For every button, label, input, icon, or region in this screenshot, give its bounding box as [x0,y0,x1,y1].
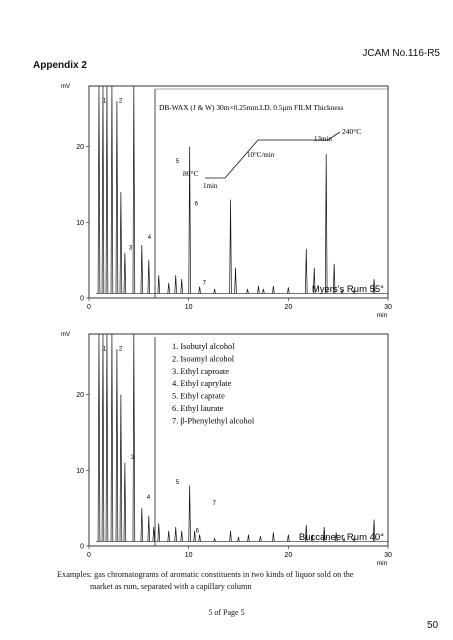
peak-number-label: 7 [202,280,206,287]
chart-title: Buccaneer Rum 40° [298,532,384,543]
chromatogram-peak [116,349,118,541]
figure-caption-line-2: market as rum, separated with a capillary column [90,582,252,591]
chromatogram-peak [287,287,289,293]
chromatogram-peak [214,289,216,294]
peak-number-label: 5 [175,159,180,166]
end-hold-label: 13min [314,135,332,143]
peak-number-label: 2 [118,98,123,105]
appendix-label: Appendix 2 [33,60,87,71]
chromatogram-peak [260,536,262,541]
x-axis-unit-label: min [376,312,388,319]
chromatogram-peak [263,289,265,294]
chromatogram-peak [181,531,183,542]
peak-number-label: 7 [212,501,216,508]
y-tick-label: 0 [80,543,84,551]
x-tick-label: 30 [384,552,392,559]
chromatogram-peak [258,286,260,294]
chromatogram-peak [168,531,170,542]
chromatogram-peak [141,508,143,541]
y-axis-label: mV [61,332,70,338]
peak-number-label: 4 [147,234,152,241]
peak-number-label: 2 [118,346,123,353]
chromatogram-peak [124,463,126,542]
chromatogram-peak [248,535,250,542]
chromatogram-peak [106,334,108,541]
legend-entry: 1. Isobutyl alcohol [172,342,235,351]
chromatogram-peak [102,334,104,541]
chromatogram-peak [235,268,237,294]
legend-entry: 5. Ethyl caprate [172,391,225,401]
chromatogram-peak [141,245,143,293]
chromatogram-peak [158,523,160,541]
chromatogram-myers-rum [61,84,392,319]
chromatogram-peak [230,531,232,542]
legend-entry: 6. Ethyl laurate [172,404,224,413]
chromatogram-peak [106,86,108,293]
chromatogram-peak [116,101,118,293]
figure-caption-line-1: Examples: gas chromatograms of aromatic constituents in two kinds of liquor sold on the [57,570,354,579]
peak-number-label: 5 [175,479,180,486]
y-tick-label: 20 [76,392,84,400]
chromatogram-peak [272,532,274,541]
x-tick-label: 10 [184,552,193,559]
chromatogram-peak [189,485,191,541]
chromatogram-peak [214,538,216,541]
chromatogram-peak [130,334,135,541]
chromatogram-peak [120,395,122,542]
chromatogram-peak [111,334,113,541]
chromatogram-peak [247,289,249,294]
chromatogram-peak [305,249,307,294]
chromatogram-peak [175,275,177,293]
legend-entry: 2. Isoamyl alcohol [172,354,235,364]
legend-entry: 4. Ethyl caprylate [172,379,232,389]
x-tick-label: 30 [384,304,392,311]
chromatogram-peak [287,535,289,542]
chromatogram-peak [272,286,274,294]
peak-number-label: 1 [102,98,107,105]
page-footer: 5 of Page 5 [208,608,245,617]
x-tick-label: 0 [87,304,91,311]
chromatogram-peak [148,516,150,542]
x-tick-label: 0 [87,552,91,559]
peak-number-label: 1 [102,346,107,353]
y-tick-label: 10 [76,467,84,475]
legend-entry: 3. Ethyl caproate [172,366,229,376]
chromatogram-peak [168,283,170,294]
chromatogram-peak [98,334,100,541]
chromatogram-peak [102,86,104,293]
chromatogram-peak [238,537,240,542]
y-axis-label: mV [61,84,70,90]
chromatogram-peak [199,535,201,542]
chromatogram-peak [98,86,100,293]
peak-number-label: 3 [130,454,135,461]
peak-number-label: 6 [194,201,198,208]
chromatogram-buccaneer-rum [61,332,392,567]
peak-number-label: 4 [146,495,151,502]
chromatogram-peak [181,279,183,293]
start-hold-label: 1min [203,182,218,190]
y-tick-label: 10 [76,219,84,227]
chromatogram-peak [124,253,126,294]
journal-reference: JCAM No.116-R5 [362,48,440,59]
chromatogram-peak [153,527,155,541]
chromatogram-peak [148,260,150,293]
peak-number-label: 6 [195,528,199,535]
legend-entry: 7. β-Phenylethyl alcohol [172,416,255,426]
chromatogram-peak [199,287,201,294]
page-number: 50 [427,620,439,631]
chromatogram-peak [120,192,122,293]
ramp-rate-label: 10°C/min [247,151,275,159]
chromatogram-peak [325,154,327,293]
end-temperature-label: 240°C [342,127,362,136]
y-tick-label: 0 [80,295,84,303]
x-axis-unit-label: min [376,560,388,567]
column-specification: DB-WAX (J & W) 30m×0.25mm.I.D. 0.5μm FILM Thickness [159,103,344,112]
chromatogram-peak [230,200,232,294]
start-temperature-label: 80°C [183,169,199,178]
chromatogram-peak [175,527,177,541]
chromatogram-peak [111,86,113,293]
chromatogram-peak [158,275,160,293]
x-tick-label: 20 [284,552,293,559]
y-tick-label: 20 [76,144,84,152]
chromatogram-peak [133,86,135,293]
x-tick-label: 20 [284,304,293,311]
chart-title: Myers's Rum 55° [311,284,384,295]
x-tick-label: 10 [184,304,193,311]
peak-number-label: 3 [128,245,133,252]
